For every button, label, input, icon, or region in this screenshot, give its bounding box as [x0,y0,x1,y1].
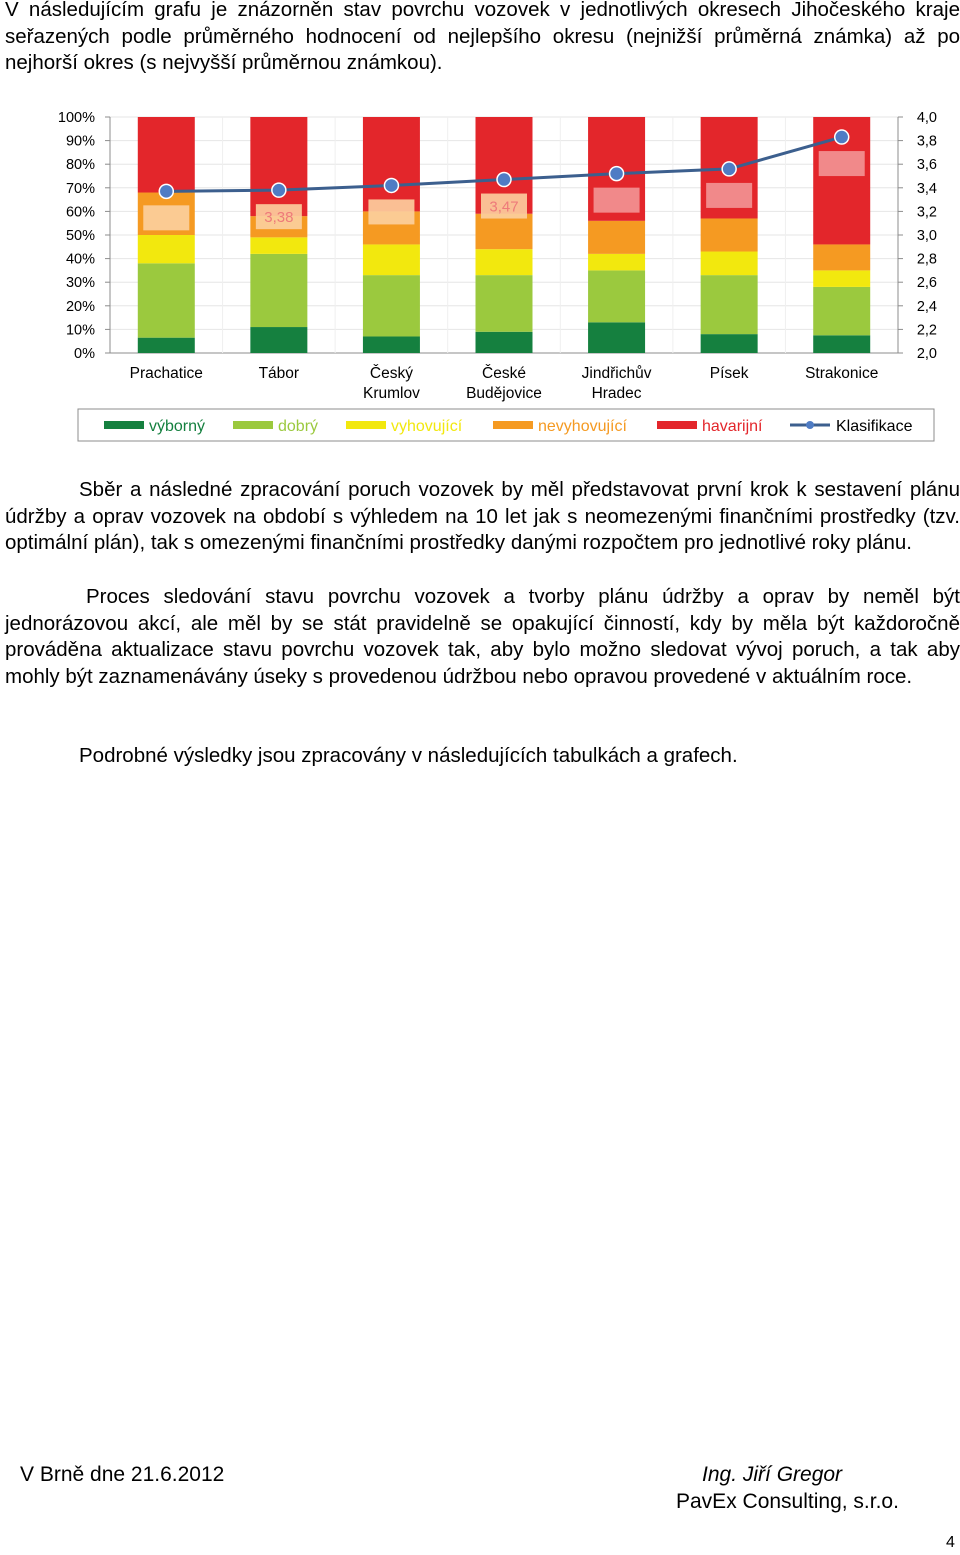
classification-point [272,183,286,197]
bar-segment-4-dobrý [588,270,645,322]
paragraph-monitoring-process-text: Proces sledování stavu povrchu vozovek a tvorby plánu údržby a oprav by neměl být jednorázovou akcí, ale měl by se stát pravidelně se opakující činností, kdy by měla být každoročně prováděna aktualizace stavu povrchu vozovek tak, aby bylo možno sledovat vývoj poruch, a tak aby mohly být zaznamenávány úseky s provedenou údržbou nebo opravou provedené v aktuálním roce. [5,585,960,688]
classification-point [610,167,624,181]
bar-segment-5-nevyhovující [701,218,758,251]
legend-line-marker [806,421,814,429]
intro-paragraph: V následujícím grafu je znázorněn stav povrchu vozovek v jednotlivých okresech Jihočeského kraje seřazených podle průměrného hodnocení od nejlepšího okresu (nejnižší průměrná známka) až po nejhorší okres (s nejvyšší průměrnou známkou). [5,0,960,75]
bar-segment-2-dobrý [363,275,420,336]
category-label: Tábor [258,365,300,382]
bar-segment-2-havarijní [363,117,420,211]
legend-swatch [657,421,697,429]
bar-segment-0-výborný [138,338,195,353]
place-and-date: V Brně dne 21.6.2012 [20,1463,225,1486]
left-axis-label: 20% [65,298,95,315]
right-axis-label: 3,4 [916,180,937,197]
right-axis-label: 3,2 [916,204,937,221]
bar-segment-6-vyhovující [813,270,870,287]
data-label: 3,47 [489,198,519,216]
right-axis-label: 2,6 [916,275,937,292]
legend-label: vyhovující [391,418,463,435]
legend-swatch [104,421,144,429]
bar-segment-4-nevyhovující [588,221,645,254]
classification-point [497,173,511,187]
bar-segment-6-dobrý [813,287,870,335]
bar-segment-3-dobrý [476,275,533,332]
data-label: 3,38 [264,209,294,227]
left-axis-label: 50% [65,228,95,244]
bar-segment-0-havarijní [138,117,195,193]
data-label-box [368,199,414,224]
bar-segment-1-výborný [250,327,307,353]
bar-segment-4-výborný [588,322,645,353]
road-condition-chart [0,100,960,445]
category-label: Hradec [591,385,642,402]
data-label-box [594,188,640,213]
legend-label: nevyhovující [538,418,627,435]
right-axis-label: 4,0 [916,110,937,126]
classification-point [835,130,849,144]
paragraph-data-collection-text: Sběr a následné zpracování poruch vozovek by měl představovat první krok k sestavení plánu údržby a oprav vozovek na období s výhledem na 10 let jak s neomezenými finančními prostředky (tzv. optimální plán), tak s omezenými finančními prostředky danými rozpočtem pro jednotlivé roky plánu. [5,478,960,555]
classification-point [159,184,173,198]
chart-legend [78,409,934,441]
right-axis-label: 3,0 [916,228,937,244]
bar-segment-3-výborný [476,332,533,353]
page-number: 4 [946,1534,955,1551]
left-axis-label: 60% [65,204,95,221]
legend-label: dobrý [278,418,319,435]
paragraph-monitoring-process [5,584,960,690]
bar-segment-2-vyhovující [363,244,420,275]
category-label: Prachatice [129,365,203,382]
data-label-box [706,183,752,208]
right-axis-label: 2,8 [916,251,937,268]
bar-segment-0-vyhovující [138,235,195,263]
data-label-box [143,205,189,230]
legend-label: výborný [149,418,206,435]
legend-swatch [233,421,273,429]
right-axis-label: 2,2 [916,322,937,339]
bar-segment-1-havarijní [250,117,307,216]
bar-segment-0-dobrý [138,263,195,337]
bar-segment-3-vyhovující [476,249,533,275]
right-axis-label: 2,4 [916,298,937,315]
bar-segment-1-dobrý [250,254,307,327]
left-axis-label: 80% [65,157,95,174]
category-label: Jindřichův [581,365,652,382]
data-label-box [819,151,865,176]
category-label: Český [369,365,413,382]
right-axis-label: 2,0 [916,346,937,362]
bar-segment-5-dobrý [701,275,758,334]
bar-segment-3-nevyhovující [476,214,533,249]
bar-segment-2-výborný [363,336,420,353]
category-label: Písek [709,365,749,382]
left-axis-label: 10% [65,322,95,339]
category-label: Budějovice [466,385,542,402]
legend-label: havarijní [702,418,763,435]
bar-segment-4-vyhovující [588,254,645,271]
category-label: České [482,365,526,382]
classification-point [384,178,398,192]
signer-name: Ing. Jiří Gregor [702,1463,843,1486]
right-axis-label: 3,6 [916,157,937,174]
legend-swatch [493,421,533,429]
legend-swatch [346,421,386,429]
paragraph-data-collection [5,477,960,557]
left-axis-label: 70% [65,180,95,197]
left-axis-label: 100% [57,110,95,126]
bar-segment-5-vyhovující [701,252,758,276]
category-label: Krumlov [362,385,420,402]
bar-segment-5-výborný [701,334,758,353]
bar-segment-6-nevyhovující [813,244,870,270]
company-name: PavEx Consulting, s.r.o. [676,1490,899,1513]
bar-segment-6-výborný [813,335,870,353]
legend-label: Klasifikace [836,418,913,435]
left-axis-label: 90% [65,133,95,150]
right-axis-label: 3,8 [916,133,937,150]
category-label: Strakonice [805,365,879,382]
bar-segment-1-vyhovující [250,237,307,254]
left-axis-label: 30% [65,275,95,292]
left-axis-label: 40% [65,251,95,268]
left-axis-label: 0% [74,346,95,362]
paragraph-results-note: Podrobné výsledky jsou zpracovány v následujících tabulkách a grafech. [79,744,738,767]
classification-point [722,162,736,176]
